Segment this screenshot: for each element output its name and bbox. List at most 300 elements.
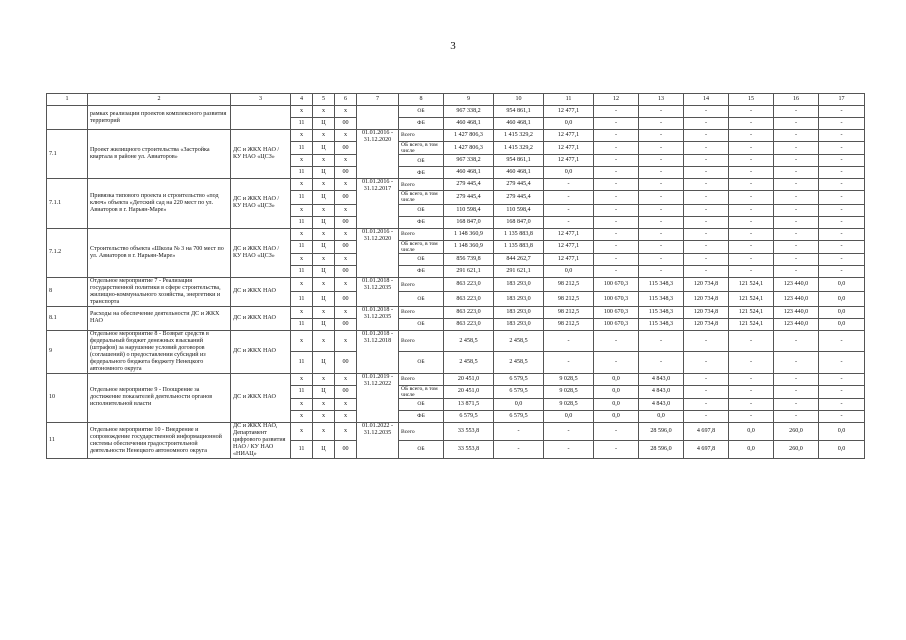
- code-cell: х: [313, 204, 335, 216]
- amount-cell: -: [544, 216, 594, 228]
- amount-cell: -: [594, 130, 639, 142]
- code-cell: х: [291, 423, 313, 441]
- amount-cell: -: [639, 228, 684, 240]
- amount-cell: 954 861,1: [494, 155, 544, 167]
- amount-cell: 115 348,3: [639, 318, 684, 330]
- amount-cell: 123 440,0: [774, 292, 819, 307]
- amount-cell: -: [774, 118, 819, 130]
- amount-cell: 110 598,4: [444, 204, 494, 216]
- amount-cell: -: [544, 330, 594, 352]
- amount-cell: 121 524,1: [729, 306, 774, 318]
- funding-source-cell: ОБ всего, в том числе: [399, 142, 444, 155]
- amount-cell: 100 670,3: [594, 318, 639, 330]
- amount-cell: 863 223,0: [444, 306, 494, 318]
- amount-cell: 183 293,0: [494, 277, 544, 292]
- amount-cell: -: [729, 399, 774, 411]
- funding-source-cell: ОБ: [399, 292, 444, 307]
- code-cell: 00: [335, 167, 357, 179]
- amount-cell: 844 262,7: [494, 253, 544, 265]
- amount-cell: 9 028,5: [544, 385, 594, 398]
- amount-cell: 863 223,0: [444, 277, 494, 292]
- amount-cell: -: [819, 130, 865, 142]
- funding-source-cell: ФБ: [399, 118, 444, 130]
- amount-cell: 6 579,5: [494, 411, 544, 423]
- executor-cell: [231, 106, 291, 130]
- period-cell: 01.01.2016 - 31.12.2017: [357, 179, 399, 228]
- amount-cell: 183 293,0: [494, 292, 544, 307]
- amount-cell: -: [819, 228, 865, 240]
- item-name-cell: Строительство объекта «Школа № 3 на 700 мест по ул. Авиаторов в г. Нарьян-Маре»: [88, 228, 231, 277]
- code-cell: х: [313, 330, 335, 352]
- code-cell: х: [313, 277, 335, 292]
- code-cell: х: [313, 423, 335, 441]
- amount-cell: 0,0: [494, 399, 544, 411]
- amount-cell: 168 847,0: [444, 216, 494, 228]
- amount-cell: -: [729, 385, 774, 398]
- amount-cell: -: [684, 142, 729, 155]
- table-row: [47, 277, 865, 292]
- item-name-cell: Отдельное мероприятие 7 - Реализация государственной политики в сфере строительства, жилищно-коммунального хозяйства, энергетики и транспорта: [88, 277, 231, 306]
- amount-cell: -: [819, 179, 865, 191]
- amount-cell: 967 338,2: [444, 155, 494, 167]
- funding-source-cell: ОБ всего, в том числе: [399, 240, 444, 253]
- amount-cell: -: [544, 179, 594, 191]
- amount-cell: -: [639, 130, 684, 142]
- amount-cell: -: [684, 352, 729, 374]
- amount-cell: -: [729, 179, 774, 191]
- amount-cell: 115 348,3: [639, 306, 684, 318]
- page-number: 3: [450, 40, 456, 52]
- amount-cell: 0,0: [594, 399, 639, 411]
- item-name-cell: Отдельное мероприятие 10 - Внедрение и сопровождение государственной информационной системы обеспечения градостроительной деятельности Ненецкого автономного округа: [88, 423, 231, 459]
- column-number-cell: 3: [231, 94, 291, 106]
- table-row: [47, 423, 865, 441]
- amount-cell: -: [729, 130, 774, 142]
- amount-cell: 0,0: [819, 318, 865, 330]
- amount-cell: -: [684, 330, 729, 352]
- code-cell: 00: [335, 385, 357, 398]
- amount-cell: -: [684, 204, 729, 216]
- amount-cell: -: [729, 204, 774, 216]
- amount-cell: 28 596,0: [639, 423, 684, 441]
- amount-cell: -: [729, 411, 774, 423]
- amount-cell: -: [684, 130, 729, 142]
- amount-cell: -: [774, 228, 819, 240]
- code-cell: 00: [335, 216, 357, 228]
- code-cell: х: [335, 253, 357, 265]
- funding-source-cell: ОБ: [399, 399, 444, 411]
- amount-cell: 967 338,2: [444, 106, 494, 118]
- amount-cell: -: [684, 228, 729, 240]
- amount-cell: 0,0: [819, 423, 865, 441]
- amount-cell: -: [729, 228, 774, 240]
- amount-cell: 28 596,0: [639, 441, 684, 459]
- table-row: [47, 330, 865, 352]
- amount-cell: -: [684, 216, 729, 228]
- amount-cell: 2 458,5: [494, 352, 544, 374]
- amount-cell: -: [729, 106, 774, 118]
- funding-source-cell: ОБ: [399, 253, 444, 265]
- funding-source-cell: ФБ: [399, 411, 444, 423]
- amount-cell: 6 579,5: [494, 385, 544, 398]
- amount-cell: -: [684, 385, 729, 398]
- item-number-cell: [47, 106, 88, 130]
- funding-source-cell: Всего: [399, 179, 444, 191]
- amount-cell: -: [684, 399, 729, 411]
- code-cell: 00: [335, 240, 357, 253]
- code-cell: Ц: [313, 118, 335, 130]
- amount-cell: -: [594, 253, 639, 265]
- amount-cell: -: [684, 155, 729, 167]
- code-cell: х: [313, 411, 335, 423]
- amount-cell: -: [774, 411, 819, 423]
- amount-cell: 0,0: [544, 118, 594, 130]
- amount-cell: -: [774, 385, 819, 398]
- column-number-cell: 11: [544, 94, 594, 106]
- code-cell: х: [291, 106, 313, 118]
- code-cell: 00: [335, 441, 357, 459]
- executor-cell: ДС и ЖКХ НАО: [231, 277, 291, 306]
- amount-cell: 183 293,0: [494, 306, 544, 318]
- item-name-cell: Расходы на обеспечение деятельности ДС и ЖКХ НАО: [88, 306, 231, 330]
- code-cell: 11: [291, 352, 313, 374]
- amount-cell: 120 734,8: [684, 318, 729, 330]
- amount-cell: 100 670,3: [594, 277, 639, 292]
- amount-cell: -: [594, 204, 639, 216]
- funding-source-cell: ОБ: [399, 155, 444, 167]
- amount-cell: -: [544, 191, 594, 204]
- column-number-cell: 16: [774, 94, 819, 106]
- amount-cell: 1 415 329,2: [494, 130, 544, 142]
- code-cell: х: [313, 306, 335, 318]
- amount-cell: 279 445,4: [444, 191, 494, 204]
- amount-cell: -: [774, 373, 819, 385]
- amount-cell: -: [774, 330, 819, 352]
- amount-cell: 9 028,5: [544, 399, 594, 411]
- amount-cell: 33 553,8: [444, 441, 494, 459]
- funding-source-cell: Всего: [399, 306, 444, 318]
- code-cell: 11: [291, 191, 313, 204]
- amount-cell: 12 477,1: [544, 106, 594, 118]
- code-cell: Ц: [313, 142, 335, 155]
- amount-cell: 0,0: [729, 423, 774, 441]
- code-cell: 00: [335, 118, 357, 130]
- code-cell: 00: [335, 142, 357, 155]
- amount-cell: 12 477,1: [544, 228, 594, 240]
- amount-cell: 98 212,5: [544, 318, 594, 330]
- amount-cell: -: [684, 179, 729, 191]
- code-cell: х: [291, 373, 313, 385]
- amount-cell: 0,0: [594, 373, 639, 385]
- amount-cell: -: [774, 253, 819, 265]
- code-cell: 11: [291, 142, 313, 155]
- code-cell: 11: [291, 240, 313, 253]
- code-cell: х: [313, 399, 335, 411]
- amount-cell: 460 468,1: [494, 118, 544, 130]
- table-row: [47, 106, 865, 118]
- code-cell: х: [335, 423, 357, 441]
- amount-cell: -: [729, 253, 774, 265]
- amount-cell: -: [639, 265, 684, 277]
- amount-cell: 1 148 360,9: [444, 240, 494, 253]
- funding-source-cell: Всего: [399, 373, 444, 385]
- amount-cell: -: [639, 330, 684, 352]
- code-cell: Ц: [313, 265, 335, 277]
- code-cell: х: [335, 106, 357, 118]
- amount-cell: -: [729, 216, 774, 228]
- column-number-cell: 15: [729, 94, 774, 106]
- amount-cell: 260,0: [774, 441, 819, 459]
- column-number-cell: 12: [594, 94, 639, 106]
- code-cell: Ц: [313, 292, 335, 307]
- code-cell: х: [291, 411, 313, 423]
- code-cell: 00: [335, 191, 357, 204]
- amount-cell: 121 524,1: [729, 318, 774, 330]
- amount-cell: 12 477,1: [544, 253, 594, 265]
- amount-cell: -: [594, 179, 639, 191]
- amount-cell: -: [684, 265, 729, 277]
- executor-cell: ДС и ЖКХ НАО / КУ НАО «ЦСЗ»: [231, 179, 291, 228]
- period-cell: 01.01.2022 - 31.12.2035: [357, 423, 399, 459]
- amount-cell: -: [819, 167, 865, 179]
- amount-cell: -: [729, 191, 774, 204]
- amount-cell: 0,0: [594, 411, 639, 423]
- executor-cell: ДС и ЖКХ НАО / КУ НАО «ЦСЗ»: [231, 228, 291, 277]
- table-row: [47, 373, 865, 385]
- amount-cell: 863 223,0: [444, 292, 494, 307]
- amount-cell: 6 579,5: [444, 411, 494, 423]
- amount-cell: 1 148 360,9: [444, 228, 494, 240]
- funding-source-cell: Всего: [399, 130, 444, 142]
- column-number-cell: 10: [494, 94, 544, 106]
- amount-cell: -: [639, 253, 684, 265]
- code-cell: х: [335, 130, 357, 142]
- amount-cell: -: [684, 191, 729, 204]
- amount-cell: -: [774, 191, 819, 204]
- amount-cell: 460 468,1: [444, 167, 494, 179]
- code-cell: х: [313, 373, 335, 385]
- amount-cell: -: [729, 155, 774, 167]
- amount-cell: 9 028,5: [544, 373, 594, 385]
- amount-cell: 0,0: [544, 167, 594, 179]
- amount-cell: 279 445,4: [494, 191, 544, 204]
- amount-cell: 279 445,4: [444, 179, 494, 191]
- code-cell: х: [291, 130, 313, 142]
- amount-cell: 121 524,1: [729, 292, 774, 307]
- amount-cell: -: [819, 385, 865, 398]
- code-cell: х: [335, 204, 357, 216]
- code-cell: х: [335, 277, 357, 292]
- executor-cell: ДС и ЖКХ НАО: [231, 373, 291, 422]
- funding-source-cell: ОБ: [399, 318, 444, 330]
- amount-cell: 4 843,0: [639, 399, 684, 411]
- code-cell: х: [335, 155, 357, 167]
- amount-cell: 6 579,5: [494, 373, 544, 385]
- amount-cell: 4 697,8: [684, 423, 729, 441]
- item-number-cell: 7.1: [47, 130, 88, 179]
- amount-cell: -: [594, 118, 639, 130]
- amount-cell: -: [774, 204, 819, 216]
- amount-cell: -: [594, 423, 639, 441]
- code-cell: х: [313, 179, 335, 191]
- amount-cell: -: [639, 240, 684, 253]
- amount-cell: 460 468,1: [494, 167, 544, 179]
- amount-cell: -: [729, 352, 774, 374]
- code-cell: 11: [291, 318, 313, 330]
- program-financing-table: [46, 93, 865, 459]
- item-number-cell: 8: [47, 277, 88, 306]
- amount-cell: -: [594, 441, 639, 459]
- amount-cell: 1 427 806,3: [444, 142, 494, 155]
- funding-source-cell: ОБ: [399, 106, 444, 118]
- amount-cell: -: [594, 155, 639, 167]
- amount-cell: 98 212,5: [544, 292, 594, 307]
- amount-cell: -: [819, 204, 865, 216]
- amount-cell: -: [544, 441, 594, 459]
- amount-cell: 0,0: [544, 411, 594, 423]
- amount-cell: -: [639, 106, 684, 118]
- item-name-cell: Отдельное мероприятие 9 - Поощрение за достижение показателей деятельности органов исполнительной власти: [88, 373, 231, 422]
- amount-cell: 12 477,1: [544, 142, 594, 155]
- funding-source-cell: Всего: [399, 423, 444, 441]
- item-name-cell: Привязка типового проекта и строительство «под ключ» объекта «Детский сад на 220 мест по ул. Авиаторов в г. Нарьян-Маре»: [88, 179, 231, 228]
- code-cell: х: [313, 130, 335, 142]
- code-cell: 11: [291, 118, 313, 130]
- amount-cell: -: [819, 142, 865, 155]
- funding-source-cell: Всего: [399, 228, 444, 240]
- code-cell: х: [291, 253, 313, 265]
- code-cell: Ц: [313, 240, 335, 253]
- amount-cell: -: [639, 179, 684, 191]
- code-cell: Ц: [313, 191, 335, 204]
- code-cell: х: [291, 155, 313, 167]
- column-number-cell: 4: [291, 94, 313, 106]
- amount-cell: 0,0: [819, 441, 865, 459]
- amount-cell: -: [819, 216, 865, 228]
- amount-cell: -: [544, 423, 594, 441]
- code-cell: 11: [291, 441, 313, 459]
- executor-cell: ДС и ЖКХ НАО / КУ НАО «ЦСЗ»: [231, 130, 291, 179]
- amount-cell: -: [819, 106, 865, 118]
- amount-cell: 20 451,0: [444, 385, 494, 398]
- amount-cell: 100 670,3: [594, 292, 639, 307]
- amount-cell: 0,0: [819, 306, 865, 318]
- amount-cell: -: [819, 265, 865, 277]
- amount-cell: 863 223,0: [444, 318, 494, 330]
- funding-source-cell: Всего: [399, 330, 444, 352]
- amount-cell: -: [774, 216, 819, 228]
- amount-cell: 4 697,8: [684, 441, 729, 459]
- amount-cell: -: [639, 155, 684, 167]
- code-cell: Ц: [313, 167, 335, 179]
- amount-cell: 0,0: [819, 277, 865, 292]
- amount-cell: 123 440,0: [774, 318, 819, 330]
- column-number-cell: 17: [819, 94, 865, 106]
- column-number-cell: 5: [313, 94, 335, 106]
- funding-source-cell: ОБ: [399, 352, 444, 374]
- code-cell: х: [313, 253, 335, 265]
- amount-cell: -: [544, 352, 594, 374]
- executor-cell: ДС и ЖКХ НАО, Департамент цифрового развития НАО / КУ НАО «НИАЦ»: [231, 423, 291, 459]
- amount-cell: 168 847,0: [494, 216, 544, 228]
- amount-cell: 291 621,1: [444, 265, 494, 277]
- amount-cell: -: [684, 118, 729, 130]
- amount-cell: -: [594, 216, 639, 228]
- item-number-cell: 9: [47, 330, 88, 373]
- code-cell: х: [291, 204, 313, 216]
- item-number-cell: 10: [47, 373, 88, 422]
- amount-cell: -: [594, 330, 639, 352]
- amount-cell: 183 293,0: [494, 318, 544, 330]
- code-cell: х: [335, 306, 357, 318]
- code-cell: 00: [335, 318, 357, 330]
- code-cell: 00: [335, 352, 357, 374]
- funding-source-cell: ОБ всего, в том числе: [399, 385, 444, 398]
- amount-cell: -: [729, 118, 774, 130]
- amount-cell: -: [594, 265, 639, 277]
- amount-cell: -: [819, 373, 865, 385]
- amount-cell: -: [819, 155, 865, 167]
- amount-cell: -: [639, 216, 684, 228]
- amount-cell: 98 212,5: [544, 306, 594, 318]
- funding-source-cell: ФБ: [399, 167, 444, 179]
- amount-cell: 4 843,0: [639, 373, 684, 385]
- amount-cell: 279 445,4: [494, 179, 544, 191]
- amount-cell: -: [494, 441, 544, 459]
- amount-cell: 120 734,8: [684, 292, 729, 307]
- column-number-cell: 13: [639, 94, 684, 106]
- amount-cell: -: [729, 142, 774, 155]
- amount-cell: -: [594, 106, 639, 118]
- amount-cell: -: [684, 253, 729, 265]
- amount-cell: -: [684, 167, 729, 179]
- amount-cell: -: [684, 106, 729, 118]
- table-row: [47, 306, 865, 318]
- code-cell: 11: [291, 216, 313, 228]
- amount-cell: -: [594, 142, 639, 155]
- code-cell: х: [335, 179, 357, 191]
- item-number-cell: 7.1.2: [47, 228, 88, 277]
- amount-cell: 12 477,1: [544, 130, 594, 142]
- amount-cell: -: [819, 118, 865, 130]
- code-cell: х: [335, 411, 357, 423]
- amount-cell: 460 468,1: [444, 118, 494, 130]
- item-name-cell: Проект жилищного строительства «Застройка квартала в районе ул. Авиаторов»: [88, 130, 231, 179]
- amount-cell: 1 135 883,8: [494, 228, 544, 240]
- amount-cell: 115 348,3: [639, 292, 684, 307]
- period-cell: 01.01.2016 - 31.12.2020: [357, 130, 399, 179]
- amount-cell: -: [774, 240, 819, 253]
- amount-cell: -: [774, 265, 819, 277]
- amount-cell: 1 415 329,2: [494, 142, 544, 155]
- amount-cell: 2 458,5: [444, 330, 494, 352]
- amount-cell: -: [494, 423, 544, 441]
- amount-cell: -: [774, 155, 819, 167]
- amount-cell: 100 670,3: [594, 306, 639, 318]
- amount-cell: 33 553,8: [444, 423, 494, 441]
- amount-cell: 120 734,8: [684, 277, 729, 292]
- code-cell: Ц: [313, 352, 335, 374]
- period-cell: 01.01.2018 - 31.12.2018: [357, 330, 399, 373]
- item-number-cell: 11: [47, 423, 88, 459]
- amount-cell: -: [729, 373, 774, 385]
- amount-cell: -: [594, 240, 639, 253]
- amount-cell: -: [639, 142, 684, 155]
- funding-source-cell: ОБ: [399, 441, 444, 459]
- amount-cell: -: [594, 167, 639, 179]
- amount-cell: 115 348,3: [639, 277, 684, 292]
- amount-cell: 0,0: [544, 265, 594, 277]
